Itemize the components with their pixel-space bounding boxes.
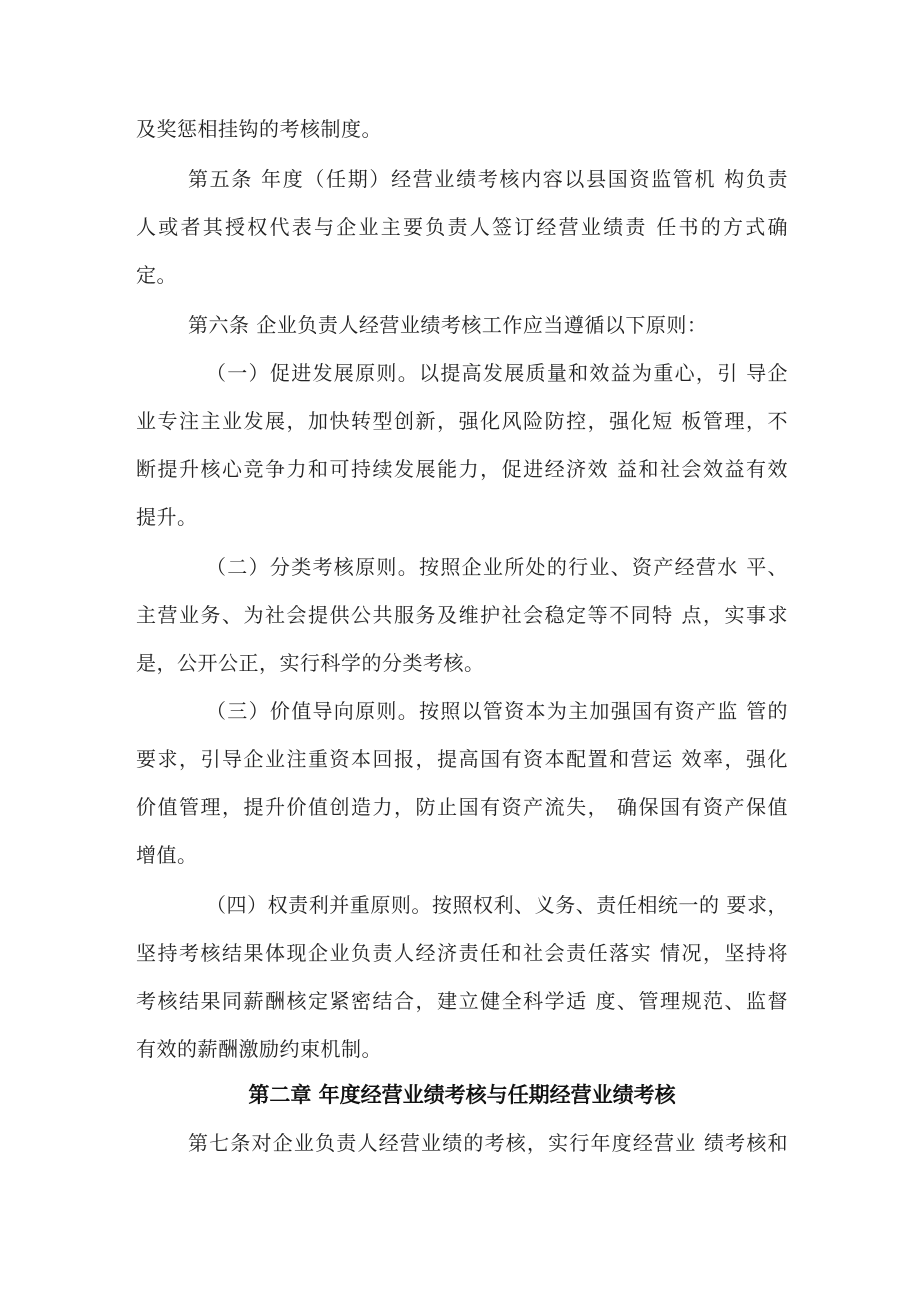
paragraph-line: 业专注主业发展，加快转型创新，强化风险防控，强化短 板管理，不 [136,409,788,433]
paragraph-line: 坚持考核结果体现企业负责人经济责任和社会责任落实 情况，坚持将 [136,941,788,965]
paragraph-line: 有效的薪酬激励约束机制。 [136,1037,382,1061]
paragraph-line: 及奖惩相挂钩的考核制度。 [136,117,382,141]
chapter-heading: 第二章 年度经营业绩考核与任期经营业绩考核 [248,1083,676,1107]
paragraph-line: 提升。 [136,505,198,529]
paragraph-line: 断提升核心竞争力和可持续发展能力，促进经济效 益和社会效益有效 [136,457,788,481]
paragraph-line: 要求，引导企业注重资本回报，提高国有资本配置和营运 效率，强化 [136,747,788,771]
principle-1-line: （一）促进发展原则。以提高发展质量和效益为重心，引 导企 [206,361,788,385]
article-7-line: 第七条对企业负责人经营业绩的考核，实行年度经营业 绩考核和 [188,1131,788,1155]
principle-3-line: （三）价值导向原则。按照以管资本为主加强国有资产监 管的 [206,699,788,723]
paragraph-line: 主营业务、为社会提供公共服务及维护社会稳定等不同特 点，实事求 [136,603,788,627]
paragraph-line: 价值管理，提升价值创造力，防止国有资产流失， 确保国有资产保值 [136,795,788,819]
paragraph-line: 增值。 [136,843,198,867]
principle-4-line: （四）权责利并重原则。按照权利、义务、责任相统一的 要求， [206,893,788,917]
paragraph-line: 是，公开公正，实行科学的分类考核。 [136,651,485,675]
paragraph-line: 定。 [136,263,177,287]
paragraph-line: 人或者其授权代表与企业主要负责人签订经营业绩责 任书的方式确 [136,215,788,239]
paragraph-line: 考核结果同薪酬核定紧密结合，建立健全科学适 度、管理规范、监督 [136,989,788,1013]
article-6-line: 第六条 企业负责人经营业绩考核工作应当遵循以下原则： [188,313,708,337]
article-5-line: 第五条 年度（任期）经营业绩考核内容以县国资监管机 构负责 [188,167,788,191]
principle-2-line: （二）分类考核原则。按照企业所处的行业、资产经营水 平、 [206,555,788,579]
